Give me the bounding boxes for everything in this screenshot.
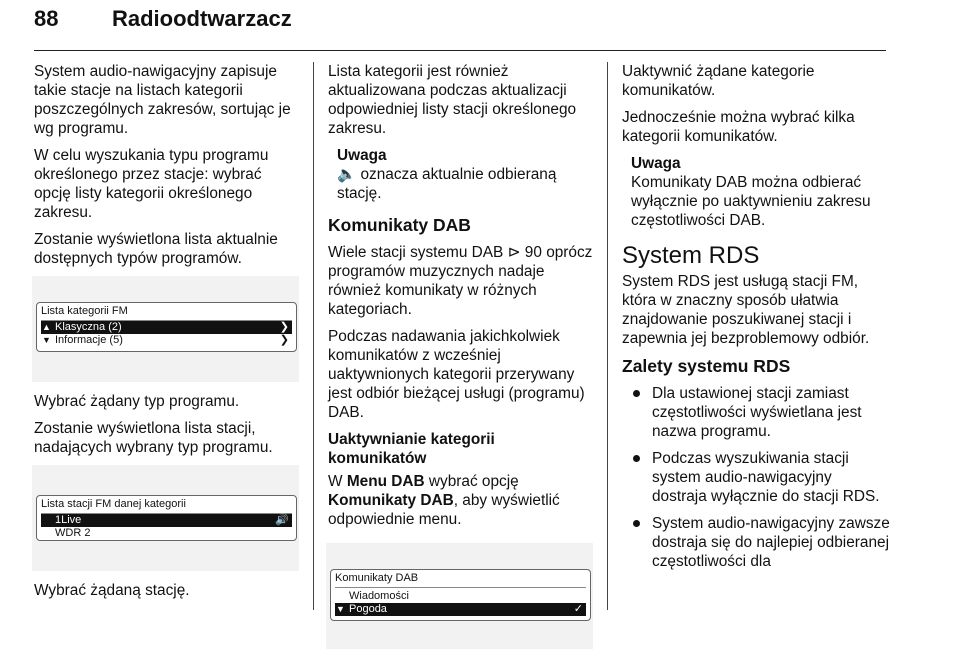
subsection-heading: Uaktywnianie kategorii komunikatów — [328, 431, 495, 467]
column-1 — [34, 62, 299, 608]
paragraph — [328, 472, 593, 529]
list-item[interactable] — [335, 590, 586, 603]
display-screen — [36, 495, 297, 541]
menu-name: Menu DAB — [346, 473, 425, 490]
paragraph: Lista kategorii jest również aktualizowana podczas aktualizacji odpowiedniej listy stacji określonego zakresu. — [328, 63, 577, 137]
speaker-icon: 🔊 — [275, 514, 289, 526]
screenshot-category-list — [32, 276, 299, 382]
list-item[interactable] — [41, 527, 292, 540]
paragraph — [328, 243, 593, 319]
list-item-label: Pogoda — [349, 603, 387, 615]
paragraph: Zostanie wyświetlona lista aktualnie dostępnych typów programów. — [34, 231, 278, 267]
list-item-label: WDR 2 — [55, 527, 91, 539]
list-item: System audio-nawigacyjny zawsze dostraja się do najlepiej odbieranej częstotliwości dla — [622, 514, 890, 571]
screenshot-dab-announcements — [326, 543, 593, 649]
note-text: oznacza aktualnie odbieraną stację. — [337, 166, 557, 202]
paragraph: W celu wyszukania typu programu określonego przez stacje: wybrać opcję listy kategorii określonego zakresu. — [34, 147, 269, 221]
column-divider — [607, 62, 608, 610]
list-item-label: Klasyczna (2) — [55, 321, 122, 333]
screen-title: Lista kategorii FM — [41, 305, 128, 317]
page-reference[interactable]: ⊳ 90 — [507, 244, 542, 261]
text: , aby wyświetlić odpowiednie menu. — [328, 492, 560, 528]
list-item[interactable] — [41, 514, 292, 527]
list-item[interactable] — [41, 334, 292, 347]
text: oprócz programów muzycznych nadaje również komunikaty w różnych kategoriach. — [328, 244, 593, 318]
checkmark-icon: ✓ — [573, 603, 583, 615]
section-heading: Zalety systemu RDS — [622, 356, 791, 376]
speaker-icon: 🔈 — [337, 166, 357, 183]
paragraph: Zostanie wyświetlona lista stacji, nadających wybrany typ programu. — [34, 420, 273, 456]
section-heading: Komunikaty DAB — [328, 215, 471, 235]
screen-title: Lista stacji FM danej kategorii — [41, 498, 186, 510]
bullet-list — [622, 384, 890, 571]
paragraph: System audio-nawigacyjny zapisuje takie stacje na listach kategorii poszczególnych zakresów, sortując je wg programu. — [34, 63, 291, 137]
paragraph: Jednocześnie można wybrać kilka kategorii komunikatów. — [622, 109, 855, 145]
chevron-right-icon: ❯ — [279, 321, 289, 333]
list-item: Podczas wyszukiwania stacji system audio-nawigacyjny dostraja wyłącznie do stacji RDS. — [622, 449, 890, 506]
list-item-label: Wiadomości — [349, 590, 409, 602]
screenshot-station-list — [32, 465, 299, 571]
paragraph: Podczas nadawania jakichkolwiek komunikatów z wcześniej uaktywnionych kategorii przerywany jest odbiór bieżącej usługi (programu) DAB. — [328, 328, 585, 421]
chevron-right-icon: ❯ — [279, 334, 289, 346]
list-item[interactable] — [41, 321, 292, 334]
text: wybrać opcję — [428, 473, 519, 490]
display-screen — [330, 569, 591, 621]
list-item-label: Informacje (5) — [55, 334, 123, 346]
page-title: Radioodtwarzacz — [112, 6, 292, 31]
column-divider — [313, 62, 314, 610]
page-header — [34, 6, 886, 51]
note-box — [622, 154, 890, 230]
note-box — [328, 146, 593, 203]
paragraph: Wybrać żądaną stację. — [34, 582, 190, 599]
list-item: Dla ustawionej stacji zamiast częstotliwości wyświetlana jest nazwa programu. — [622, 384, 890, 441]
column-3 — [622, 62, 890, 579]
paragraph: System RDS jest usługą stacji FM, która w znaczny sposób ułatwia znajdowanie poszukiwanej stacji i zapewnia jej bezproblemowy odbiór. — [622, 273, 870, 347]
text: Wiele stacji systemu DAB — [328, 244, 504, 261]
list-item-label: 1Live — [55, 514, 82, 526]
section-heading: System RDS — [622, 242, 760, 269]
arrow-down-icon: ▼ — [42, 335, 51, 345]
paragraph: Wybrać żądany typ programu. — [34, 393, 240, 410]
list-item[interactable] — [335, 603, 586, 616]
arrow-down-icon: ▼ — [336, 604, 345, 614]
text: W — [328, 473, 343, 490]
menu-name: Komunikaty DAB — [328, 492, 454, 509]
note-title: Uwaga — [631, 155, 681, 172]
note-text: Komunikaty DAB można odbierać wyłącznie po uaktywnieniu zakresu częstotliwości DAB. — [631, 174, 871, 229]
screen-title: Komunikaty DAB — [335, 572, 419, 584]
divider — [335, 587, 586, 588]
page-number: 88 — [34, 6, 59, 31]
arrow-up-icon: ▲ — [42, 322, 51, 332]
note-title: Uwaga — [337, 147, 387, 164]
display-screen — [36, 302, 297, 352]
column-2 — [328, 62, 593, 659]
paragraph: Uaktywnić żądane kategorie komunikatów. — [622, 63, 815, 99]
